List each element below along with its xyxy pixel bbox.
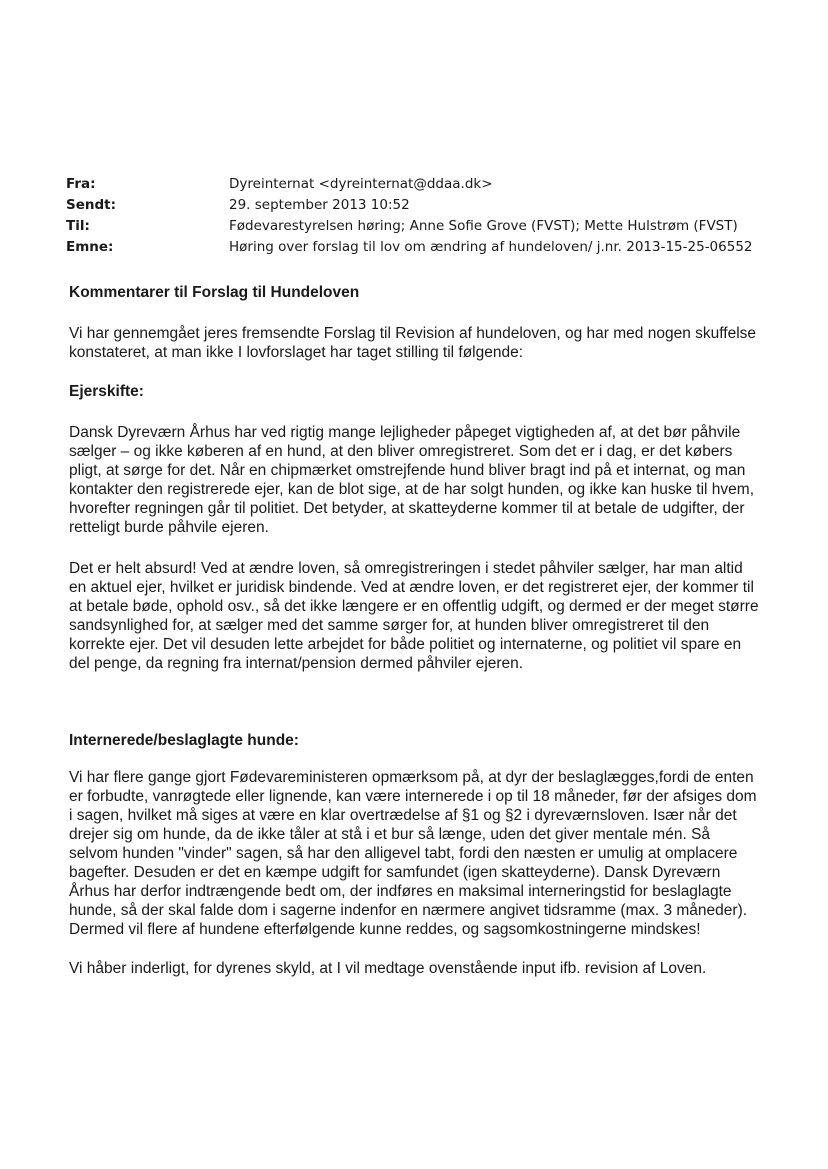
subject-row — [66, 237, 766, 258]
from-row — [66, 174, 766, 195]
closing-paragraph: Vi håber inderligt, for dyrenes skyld, at I vil medtage ovenstående input ifb. revision af Loven. — [69, 960, 707, 977]
to-value: Fødevarestyrelsen høring; Anne Sofie Grove (FVST); Mette Hulstrøm (FVST) — [229, 218, 738, 234]
from-label: Fra: — [66, 176, 96, 192]
ejerskifte-paragraph-1: Dansk Dyreværn Århus har ved rigtig mange lejligheder påpeget vigtigheden af, at det bør påhvile sælger – og ikke køberen af en hund, at den bliver omregistreret. Som det er i dag, er det købers pligt, at sørge for det. Når en chipmærket omstrejfende hund bliver bragt ind på et internat, og man kontakter den registrerede ejer, kan de blot sige, at de har solgt hunden, og ikke kan huske til hvem, hvorefter regningen går til politiet. Det betyder, at skatteyderne kommer til at betale de udgifter, der retteligt burde påhvile ejeren. — [69, 424, 754, 536]
section-heading-ejerskifte: Ejerskifte: — [69, 383, 144, 400]
intro-paragraph: Vi har gennemgået jeres fremsendte Forslag til Revision af hundeloven, og har med nogen skuffelse konstateret, at man ikke I lovforslaget har taget stilling til følgende: — [69, 325, 757, 361]
section-heading-internerede: Internerede/beslaglagte hunde: — [69, 732, 299, 749]
ejerskifte-paragraph-2: Det er helt absurd! Ved at ændre loven, så omregistreringen i stedet påhviler sælger, har man altid en aktuel ejer, hvilket er juridisk bindende. Ved at ændre loven, er det registreret ejer, der kommer til at betale bøde, ophold osv., så det ikke længere er en offentlig udgift, og dermed er der meget større sandsynlighed for, at sælger med det samme sørger for, at hunden bliver omregistreret til den korrekte ejer. Det vil desuden lette arbejdet for både politiet og internaterne, og politiet vil spare en del penge, da regning fra internat/pension dermed påhviler ejeren. — [69, 560, 759, 672]
to-label: Til: — [66, 218, 90, 234]
internerede-paragraph: Vi har flere gange gjort Fødevareministeren opmærksom på, at dyr der beslaglægges,fordi de enten er forbudte, vanrøgtede eller lignende, kan være internerede i op til 18 måneder, før der afsiges dom i sagen, hvilket må siges at være en klar overtrædelse af §1 og §2 i dyreværnsloven. Især når det drejer sig om hunde, da de ikke tåler at stå i et bur så længe, uden det giver mentale mén. Så selvom hunden "vinder" sagen, så har den alligevel tabt, fordi den næsten er umulig at omplacere bagefter. Desuden er det en kæmpe udgift for samfundet (igen skatteyderne). Dansk Dyreværn Århus har derfor indtrængende bedt om, der indføres en maksimal interneringstid for beslaglagte hunde, så der skal falde dom i sagerne indenfor en nærmere angivet tidsramme (max. 3 måneder). Dermed vil flere af hundene efterfølgende kunne reddes, og sagsomkostningerne mindskes! — [69, 769, 757, 938]
letter-body — [69, 283, 759, 978]
sent-row — [66, 195, 766, 216]
to-row — [66, 216, 766, 237]
letter-title: Kommentarer til Forslag til Hundeloven — [69, 284, 360, 301]
subject-label: Emne: — [66, 239, 114, 255]
email-header — [66, 174, 766, 258]
from-value: Dyreinternat <dyreinternat@ddaa.dk> — [229, 176, 493, 192]
subject-value: Høring over forslag til lov om ændring af hundeloven/ j.nr. 2013-15-25-06552 — [229, 239, 753, 255]
sent-label: Sendt: — [66, 197, 117, 213]
sent-value: 29. september 2013 10:52 — [229, 197, 410, 213]
